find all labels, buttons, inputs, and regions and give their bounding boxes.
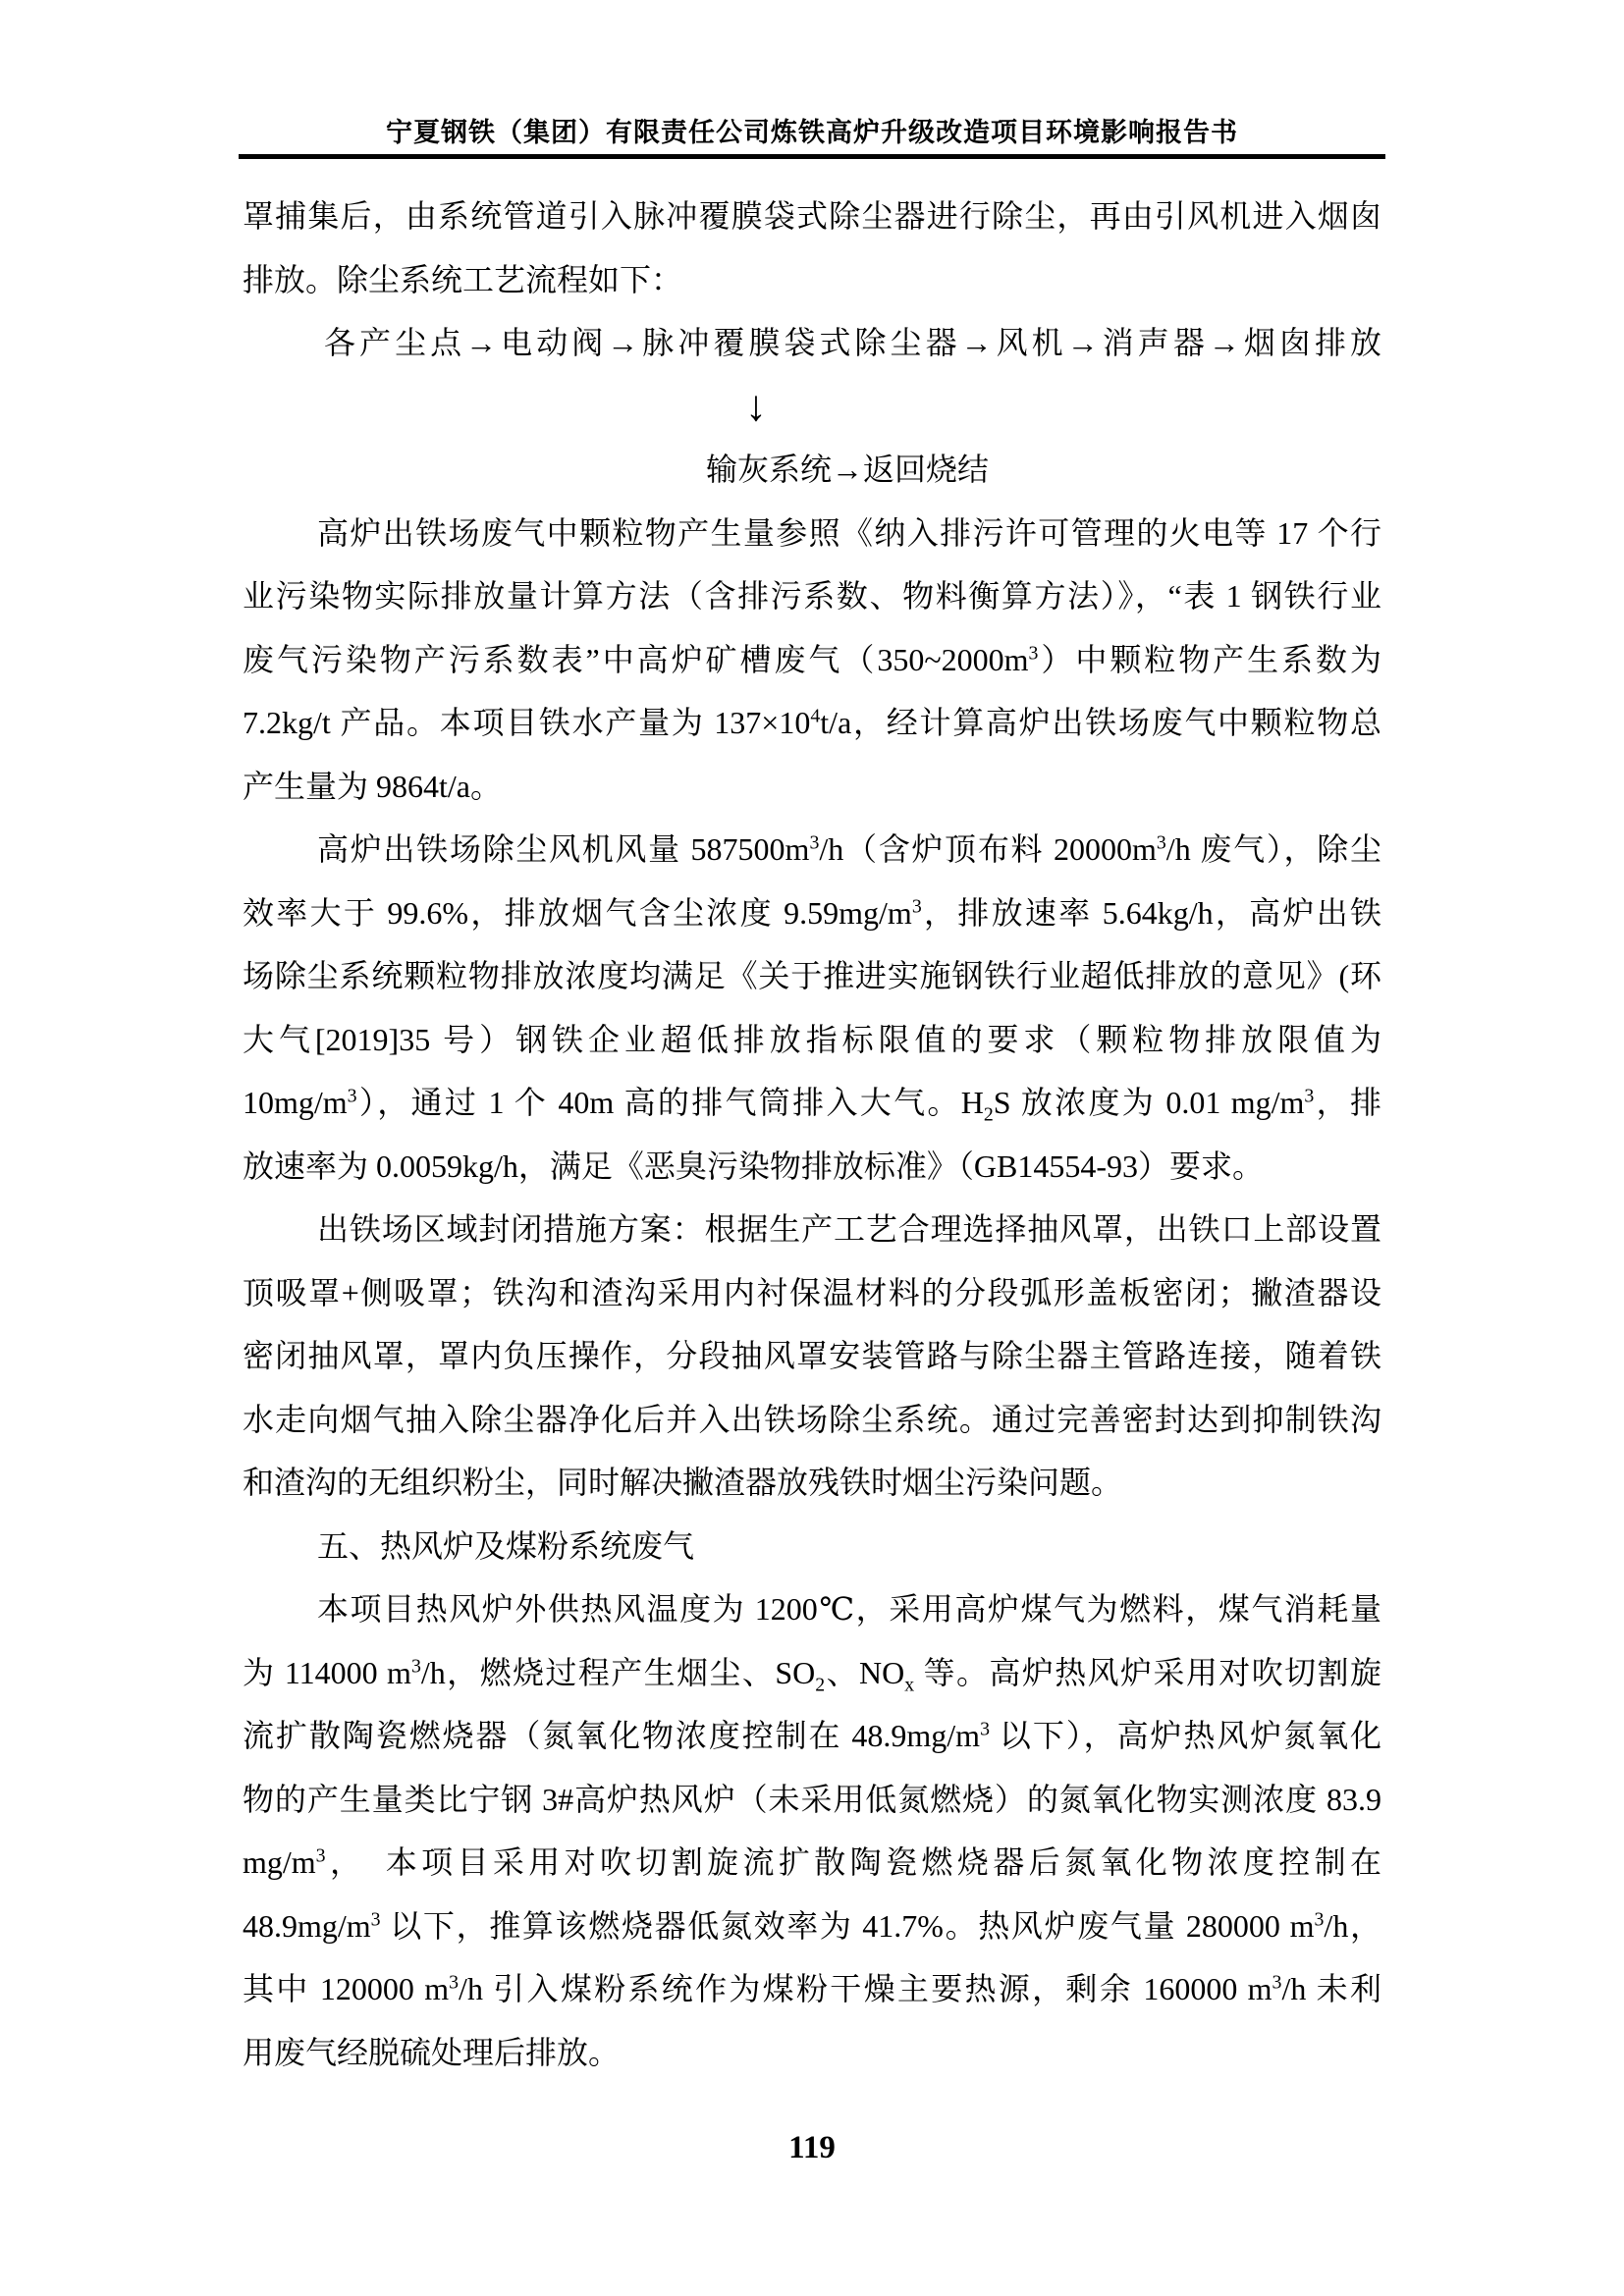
body-line: 物的产生量类比宁钢 3#高炉热风炉（未采用低氮燃烧）的氮氧化物实测浓度 83.9	[243, 1781, 1381, 1817]
body-line: 出铁场区域封闭措施方案：根据生产工艺合理选择抽风罩，出铁口上部设置	[317, 1211, 1381, 1247]
body-line: 场除尘系统颗粒物排放浓度均满足《关于推进实施钢铁行业超低排放的意见》(环	[243, 958, 1381, 993]
body-line: 产生量为 9864t/a。	[243, 768, 502, 804]
body-line: 水走向烟气抽入除尘器净化后并入出铁场除尘系统。通过完善密封达到抑制铁沟	[243, 1401, 1381, 1437]
body-line: 业污染物实际排放量计算方法（含排污系数、物料衡算方法）》，“表 1 钢铁行业	[243, 578, 1381, 614]
body-line: 高炉出铁场除尘风机风量 $587500m^3/h$（含炉顶布料 $20000m^3/h$ 废气），除尘	[317, 831, 1381, 867]
body-line: 用废气经脱硫处理后排放。	[243, 2034, 621, 2070]
body-line: 为 114000 $m^3/h$，燃烧过程产生烟尘、$SO_2$、$NO_x$ 等。高炉热风炉采用对吹切割旋	[243, 1654, 1381, 1695]
process-flow-line: 输灰系统→返回烧结	[706, 452, 990, 487]
body-line: 放速率为 0.0059kg/h，满足《恶臭污染物排放标准》（GB14554-93）要求。	[243, 1148, 1265, 1184]
section-heading: 五、热风炉及煤粉系统废气	[317, 1527, 695, 1564]
body-line: 效率大于 99.6%，排放烟气含尘浓度 $9.59mg/m^3$，排放速率 5.64kg/h，高炉出铁	[243, 894, 1381, 931]
body-line: 顶吸罩+侧吸罩；铁沟和渣沟采用内衬保温材料的分段弧形盖板密闭；撇渣器设	[243, 1274, 1381, 1310]
header-rule	[239, 154, 1385, 159]
body-line: 和渣沟的无组织粉尘，同时解决撇渣器放残铁时烟尘污染问题。	[243, 1465, 1123, 1500]
report-header-title: 宁夏钢铁（集团）有限责任公司炼铁高炉升级改造项目环境影响报告书	[386, 118, 1238, 147]
process-flow-line: 各产尘点→电动阀→脉冲覆膜袋式除尘器→风机→消声器→烟囱排放	[324, 325, 1381, 360]
flow-arrow-down: ↓	[745, 381, 767, 430]
body-line: 流扩散陶瓷燃烧器（氮氧化物浓度控制在 $48.9mg/m^3$ 以下），高炉热风炉氮氧化	[243, 1718, 1381, 1753]
document-body	[243, 185, 1381, 2084]
body-line: $48.9mg/m^3$ 以下，推算该燃烧器低氮效率为 41.7%。热风炉废气量 280000 $m^3/h$，	[243, 1907, 1381, 1944]
body-line: 7.2kg/t 产品。本项目铁水产量为 $137\times 10^4t/a$，经计算高炉出铁场废气中颗粒物总	[243, 705, 1381, 740]
body-line: 其中 120000 $m^3/h$ 引入煤粉系统作为煤粉干燥主要热源，剩余 160000 $m^3/h$ 未利	[243, 1971, 1381, 2006]
body-line: 密闭抽风罩，罩内负压操作，分段抽风罩安装管路与除尘器主管路连接，随着铁	[243, 1338, 1381, 1373]
body-line: 排放。除尘系统工艺流程如下：	[243, 261, 683, 297]
body-line: $mg/m^3$， 本项目采用对吹切割旋流扩散陶瓷燃烧器后氮氧化物浓度控制在	[243, 1844, 1381, 1880]
body-line: 高炉出铁场废气中颗粒物产生量参照《纳入排污许可管理的火电等 17 个行	[317, 514, 1381, 551]
body-line: 大气[2019]35 号）钢铁企业超低排放指标限值的要求（颗粒物排放限值为	[243, 1021, 1381, 1057]
body-line: 废气污染物产污系数表”中高炉矿槽废气$(350\sim 2000m^3)$中颗粒物产生系数为	[243, 641, 1381, 677]
body-line: 罩捕集后，由系统管道引入脉冲覆膜袋式除尘器进行除尘，再由引风机进入烟囱	[243, 198, 1381, 234]
body-line: 本项目热风炉外供热风温度为 1200℃，采用高炉煤气为燃料，煤气消耗量	[317, 1591, 1381, 1627]
body-line: $10mg/m^3$），通过 1 个 40m 高的排气筒排入大气。$H_2S$ 放浓度为 0.01 $mg/m^3$，排	[243, 1085, 1381, 1126]
page-number: 119	[788, 2130, 836, 2165]
